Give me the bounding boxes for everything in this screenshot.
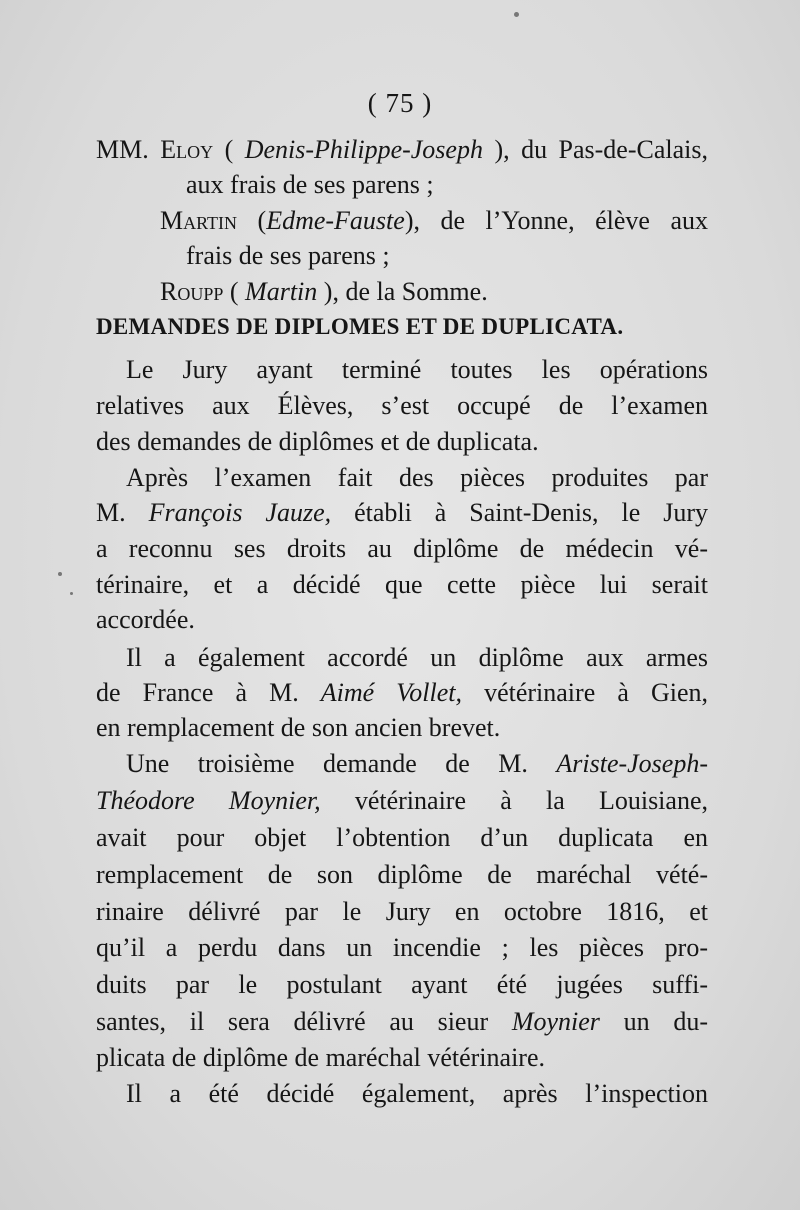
given-names: Martin [245,277,318,306]
text-run: M. [96,498,149,527]
text-run: vétérinaire à la Louisiane, [320,786,708,815]
surname: Martin [160,206,238,235]
section-heading: DEMANDES DE DIPLOMES ET DE DUPLICATA. [96,314,624,339]
name-entry-roupp [160,274,708,310]
paragraph-5-line-1: Il a été décidé également, après l’inspection [126,1079,708,1108]
paragraph-1-line-3: des demandes de diplômes et de duplicata. [96,427,539,456]
paragraph-1-line-1: Le Jury ayant terminé toutes les opérations [126,355,708,384]
paren-open: ( [213,135,245,164]
surname: Eloy [160,135,214,164]
ink-speck [58,572,62,576]
paren-open: ( [237,206,267,235]
given-names: Denis-Philippe-Joseph [244,135,483,164]
text-run: établi à Saint-Denis, le Jury [331,498,708,527]
page-number: ( 75 ) [367,88,433,118]
person-name: Aimé Vollet, [320,678,462,707]
name-entry-martin [160,203,708,239]
ink-speck [514,12,519,17]
paragraph-4-line-2 [96,783,708,819]
paragraph-2-line-4: térinaire, et a décidé que cette pièce lui serait [96,570,708,599]
person-name: Ariste-Joseph- [556,749,708,778]
origin-text: ), de l’Yonne, élève aux [404,206,708,235]
paragraph-2-line-5: accordée. [96,605,195,634]
paragraph-3-line-2 [96,675,708,711]
paragraph-4-line-5: rinaire délivré par le Jury en octobre 1816, et [96,897,708,926]
person-name: François Jauze, [148,498,332,527]
paragraph-2-line-3: a reconnu ses droits au diplôme de médecin vé- [96,534,708,563]
person-name: Théodore Moynier, [96,786,321,815]
paragraph-2-line-1: Après l’examen fait des pièces produites par [126,463,708,492]
given-names: Edme-Fauste [266,206,405,235]
name-entry-eloy [96,132,708,168]
paragraph-4-line-8 [96,1004,708,1040]
paragraph-2-line-2 [96,495,708,531]
paragraph-4-line-1 [126,746,708,782]
text-run: de France à M. [96,678,321,707]
text-run: santes, il sera délivré au sieur [96,1007,512,1036]
surname: Roupp [160,277,224,306]
paragraph-4-line-9: plicata de diplôme de maréchal vétérinaire. [96,1043,545,1072]
paragraph-4-line-4: remplacement de son diplôme de maréchal vété- [96,860,708,889]
paragraph-4-line-7: duits par le postulant ayant été jugées suffi- [96,970,708,999]
text-run: vétérinaire à Gien, [462,678,708,707]
origin-text: ), de la Somme. [317,277,488,306]
origin-text: ), du Pas-de-Calais, [482,135,708,164]
ink-speck [70,592,73,595]
paragraph-3-line-1: Il a également accordé un diplôme aux armes [126,643,708,672]
person-name: Moynier [511,1007,600,1036]
name-prefix: MM. [96,135,161,164]
paren-open: ( [223,277,246,306]
paragraph-4-line-6: qu’il a perdu dans un incendie ; les pièces pro- [96,933,708,962]
name-entry-eloy-cont: aux frais de ses parens ; [186,170,434,199]
name-entry-martin-cont: frais de ses parens ; [186,241,390,270]
paragraph-1-line-2: relatives aux Élèves, s’est occupé de l’examen [96,391,708,420]
paragraph-3-line-3: en remplacement de son ancien brevet. [96,713,501,742]
text-run: un du- [599,1007,708,1036]
text-run: Une troisième demande de M. [126,749,557,778]
paragraph-4-line-3: avait pour objet l’obtention d’un duplicata en [96,823,708,852]
